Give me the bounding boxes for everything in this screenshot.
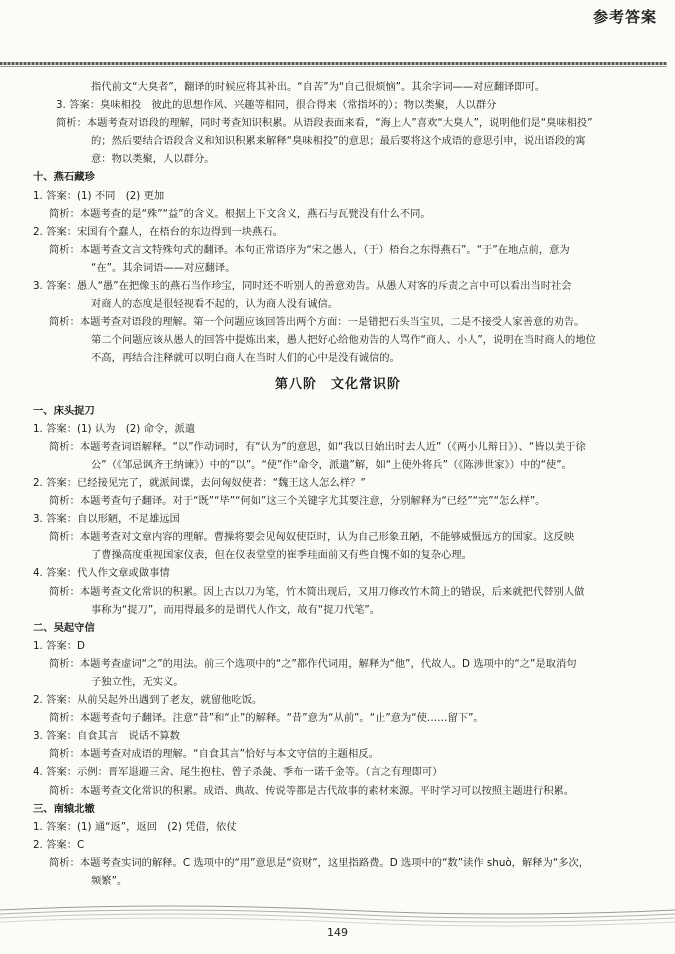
text-line: 简析：本题考查对文章内容的理解。曹操将要会见匈奴使臣时，认为自己形象丑陋，不能够威慑远方的国家。这反映 bbox=[49, 531, 575, 544]
section-heading: 三、南辕北辙 bbox=[33, 802, 95, 815]
section-heading: 二、吴起守信 bbox=[33, 621, 95, 634]
text-line: 简析：本题考查虚词“之”的用法。前三个选项中的“之”都作代词用，解释为“他”，代故人。D 选项中的“之”是取消句 bbox=[49, 657, 577, 670]
text-line: 频繁”。 bbox=[91, 875, 128, 888]
text-line: 简析：本题考查对成语的理解。“自食其言”恰好与本文守信的主题相反。 bbox=[49, 748, 379, 761]
text-line: 了曹操高度重视国家仪表，但在仪表堂堂的崔季珪面前又有些自愧不如的复杂心理。 bbox=[91, 549, 472, 562]
answer-block-1 bbox=[33, 78, 643, 368]
text-line: 2. 答案：从前吴起外出遇到了老友，就留他吃饭。 bbox=[33, 694, 263, 707]
text-line: 4. 答案：示例：晋军退避三舍、尾生抱柱、曾子杀彘、季布一诺千金等。（言之有理即可） bbox=[33, 766, 443, 779]
text-line: 2. 答案：C bbox=[33, 838, 85, 851]
page-number: 149 bbox=[327, 926, 348, 939]
section-heading: 十、燕石藏珍 bbox=[33, 171, 95, 184]
text-line: 1. 答案：D bbox=[33, 639, 85, 652]
text-line: 3. 答案：臭味相投 彼此的思想作风、兴趣等相同，很合得来（常指坏的）；物以类聚，人以群分 bbox=[56, 99, 497, 112]
header-rule-thin bbox=[0, 66, 667, 67]
text-line: 4. 答案：代人作文章或做事情 bbox=[33, 567, 170, 580]
text-line: 简析：本题考查文化常识的积累。因上古以刀为笔，竹木简出现后，又用刀修改竹木简上的错误，后来就把代替别人做 bbox=[49, 585, 585, 598]
text-line: 对商人的态度是很轻视看不起的，认为商人没有诚信。 bbox=[91, 298, 339, 311]
text-line: 简析：本题考查实词的解释。C 选项中的“用”意思是“资财”，这里指路费。D 选项中的“数”读作 shuò，解释为“多次， bbox=[49, 856, 590, 869]
text-line: 简析：本题考查句子翻译。对于“既”“毕”“何如”这三个关键字尤其要注意，分别解释为“已经”“完”“怎么样”。 bbox=[49, 495, 546, 508]
header-rule bbox=[0, 62, 667, 65]
answer-content bbox=[33, 78, 643, 890]
text-line: 子独立性，无实义。 bbox=[91, 676, 184, 688]
text-line: 公”（《邹忌讽齐王纳谏》）中的“以”。“使”作“命令，派遣”解，如“上使外将兵”（《陈涉世家》）中的“使”。 bbox=[91, 458, 572, 471]
text-line: 3. 答案：自食其言 说话不算数 bbox=[33, 730, 180, 743]
text-line: 3. 答案：愚人“愚”在把像玉的燕石当作珍宝，同时还不听别人的善意劝告。从愚人对客的斥责之言中可以看出当时社会 bbox=[33, 280, 572, 293]
text-line: 2. 答案：宋国有个蠢人，在梧台的东边得到一块燕石。 bbox=[33, 225, 283, 238]
text-line: 指代前文“大臭者”，翻译的时候应将其补出。“自苦”为“自己很烦恼”。其余字词——对应翻译即可。 bbox=[91, 81, 546, 93]
text-line: 简析：本题考查词语解释。“以”作动词时，有“认为”的意思，如“我以日始出时去人近”（《两小儿辩日》）、“皆以美于徐 bbox=[49, 440, 586, 453]
text-line: 简析：本题考查对语段的理解。第一个问题应该回答出两个方面：一是错把石头当宝贝，二是不接受人家善意的劝告。 bbox=[49, 316, 585, 329]
text-line: 3. 答案：自以形陋，不足雄远国 bbox=[33, 513, 180, 526]
text-line: 的；然后要结合语段含义和知识积累来解释“臭味相投”的意思；最后要将这个成语的意思引申，说出语段的寓 bbox=[91, 135, 586, 148]
text-line: 简析：本题考查句子翻译。注意“昔”和“止”的解释。“昔”意为“从前”。“止”意为“使……留下”。 bbox=[49, 712, 484, 725]
text-line: 简析：本题考查的是“殊”“益”的含义。根据上下文含义，燕石与瓦甓没有什么不同。 bbox=[49, 207, 431, 220]
header-title: 参考答案 bbox=[592, 8, 657, 26]
text-line: 事称为“捉刀”，而用得最多的是谓代人作文，故有“捉刀代笔”。 bbox=[91, 603, 381, 616]
text-line: 1. 答案：(1) 不同 (2) 更加 bbox=[33, 189, 165, 202]
text-line: 简析：本题考查对语段的理解，同时考查知识积累。从语段表面来看，“海上人”喜欢“大臭人”，说明他们是“臭味相投” bbox=[56, 117, 593, 130]
text-line: 不高，再结合注释就可以明白商人在当时人们的心中是没有诚信的。 bbox=[91, 352, 400, 365]
text-line: 意：物以类聚，人以群分。 bbox=[91, 153, 215, 166]
text-line: 简析：本题考查文言文特殊句式的翻译。本句正常语序为“宋之愚人，（于）梧台之东得燕石”。“于”在地点前，意为 bbox=[49, 243, 570, 256]
section-heading: 一、床头捉刀 bbox=[33, 404, 95, 417]
text-line: 简析：本题考查文化常识的积累。成语、典故、传说等都是古代故事的素材来源。平时学习可以按照主题进行积累。 bbox=[49, 784, 575, 797]
text-line: 1. 答案：(1) 认为 (2) 命令，派遣 bbox=[33, 422, 196, 435]
chapter-title: 第八阶 文化常识阶 bbox=[274, 376, 401, 392]
answer-block-2 bbox=[33, 402, 643, 891]
text-line: 2. 答案：已经接见完了，就派间谍，去问匈奴使者：“魏王这人怎么样？” bbox=[33, 476, 366, 489]
text-line: “在”。其余词语——对应翻译。 bbox=[91, 261, 236, 274]
text-line: 第二个问题应该从愚人的回答中提炼出来，愚人把好心给他劝告的人骂作“商人、小人”，说明在当时商人的地位 bbox=[91, 334, 596, 347]
text-line: 1. 答案：(1) 通“返”，返回 (2) 凭借，依仗 bbox=[33, 820, 237, 833]
